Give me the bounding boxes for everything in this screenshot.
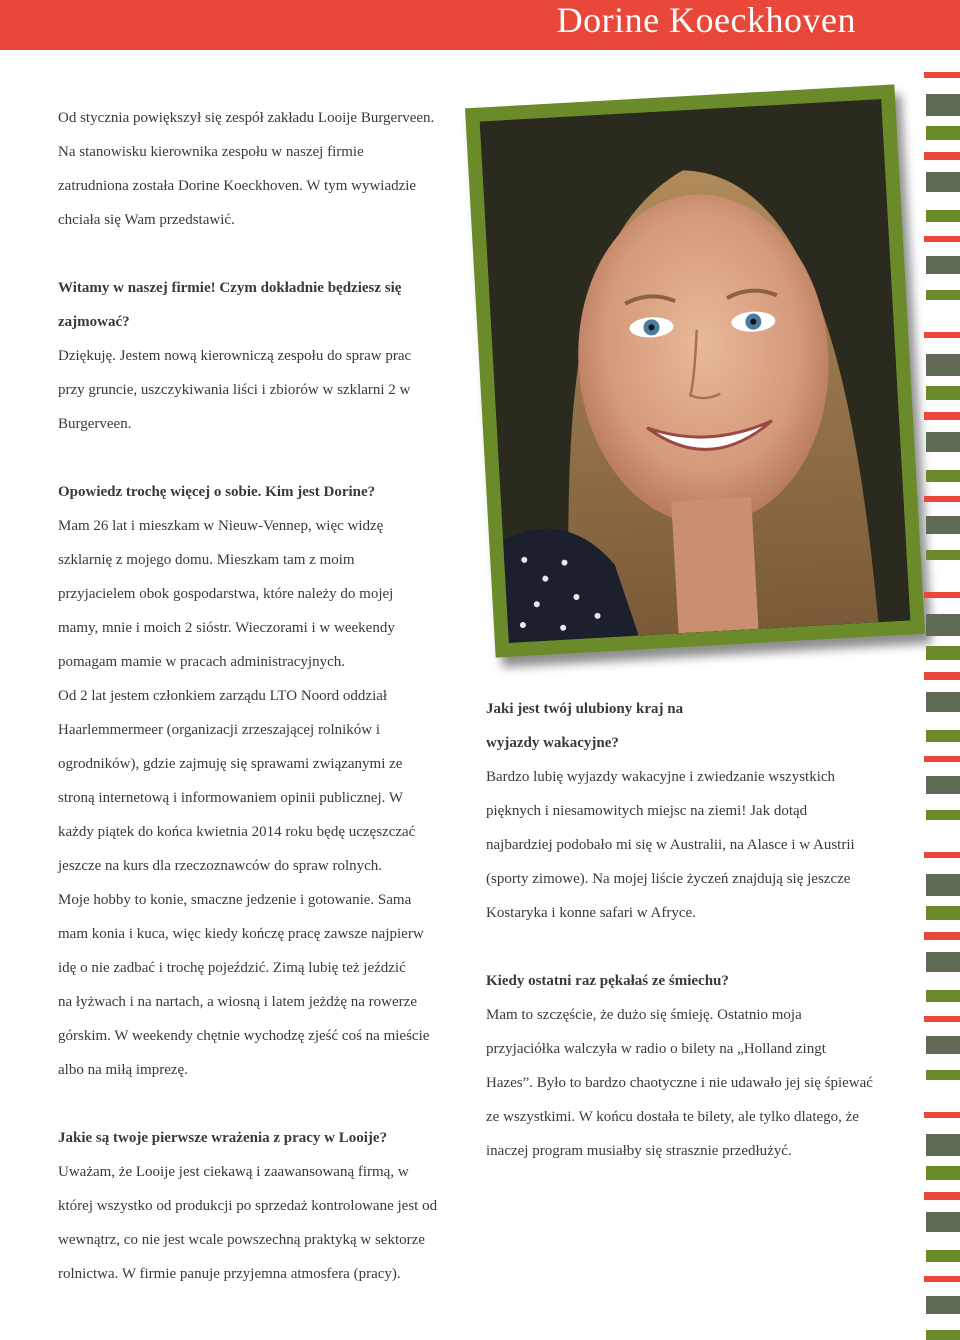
stripe-bar bbox=[926, 1330, 960, 1340]
header-bar bbox=[0, 0, 960, 50]
answer-line: stroną internetową i informowaniem opinii publicznej. W bbox=[58, 790, 404, 806]
stripe-bar bbox=[926, 776, 960, 794]
answer-line: Haarlemmermeer (organizacji zrzeszającej rolników i bbox=[58, 722, 381, 738]
stripe-bar bbox=[924, 412, 960, 420]
stripe-bar bbox=[926, 432, 960, 452]
stripe-bar bbox=[926, 692, 960, 712]
stripe-bar bbox=[926, 614, 960, 636]
question-line: wyjazdy wakacyjne? bbox=[486, 735, 619, 751]
intro-line: Na stanowisku kierownika zespołu w naszej firmie bbox=[58, 144, 364, 160]
stripe-bar bbox=[924, 932, 960, 940]
answer-line: ogrodników), gdzie zajmuję się sprawami związanymi ze bbox=[58, 756, 403, 772]
answer-line: idę o nie zadbać i trochę pojeździć. Zimą lubię też jeździć bbox=[58, 960, 406, 976]
answer-line: ze wszystkimi. W końcu dostała te bilety, ale tylko dlatego, że bbox=[486, 1109, 859, 1125]
stripe-bar bbox=[926, 256, 960, 274]
answer-line: rolnictwa. W firmie panuje przyjemna atmosfera (pracy). bbox=[58, 1266, 401, 1282]
answer-line: (sporty zimowe). Na mojej liście życzeń znajdują się jeszcze bbox=[486, 871, 851, 887]
stripe-bar bbox=[924, 332, 960, 338]
stripe-bar bbox=[926, 1070, 960, 1080]
stripe-bar bbox=[926, 210, 960, 222]
answer-line: Od 2 lat jestem członkiem zarządu LTO Noord oddział bbox=[58, 688, 388, 704]
stripe-bar bbox=[926, 290, 960, 300]
stripe-bar bbox=[924, 852, 960, 858]
answer-line: wewnątrz, co nie jest wcale powszechną praktyką w sektorze bbox=[58, 1232, 425, 1248]
question-line: Jaki jest twój ulubiony kraj na bbox=[486, 701, 684, 717]
stripe-bar bbox=[926, 1212, 960, 1232]
portrait-photo bbox=[465, 84, 925, 657]
answer-line: szklarnię z mojego domu. Mieszkam tam z moim bbox=[58, 552, 355, 568]
answer-line: Mam to szczęście, że dużo się śmieję. Ostatnio moja bbox=[486, 1007, 802, 1023]
intro-line: Od stycznia powiększył się zespół zakładu Looije Burgerveen. bbox=[58, 110, 435, 126]
answer-line: inaczej program musiałby się strasznie przedłużyć. bbox=[486, 1143, 792, 1159]
question-line: Jakie są twoje pierwsze wrażenia z pracy w Looije? bbox=[58, 1130, 388, 1146]
right-column bbox=[486, 692, 906, 1168]
stripe-bar bbox=[924, 672, 960, 680]
stripe-bar bbox=[924, 1112, 960, 1118]
question-line: zajmować? bbox=[58, 314, 130, 330]
stripe-bar bbox=[926, 1134, 960, 1156]
answer-line: Uważam, że Looije jest ciekawą i zaawansowaną firmą, w bbox=[58, 1164, 409, 1180]
question-line: Witamy w naszej firmie! Czym dokładnie będziesz się bbox=[58, 280, 402, 296]
portrait-illustration bbox=[480, 99, 911, 643]
left-column bbox=[58, 271, 473, 1291]
answer-line: pomagam mamie w pracach administracyjnych. bbox=[58, 654, 345, 670]
stripe-bar bbox=[924, 496, 960, 502]
stripe-bar bbox=[926, 516, 960, 534]
stripe-bar bbox=[926, 1296, 960, 1314]
decorative-stripes bbox=[922, 60, 960, 1340]
answer-line: każdy piątek do końca kwietnia 2014 roku będę uczęszczać bbox=[58, 824, 416, 840]
answer-line: Moje hobby to konie, smaczne jedzenie i gotowanie. Sama bbox=[58, 892, 412, 908]
stripe-bar bbox=[926, 126, 960, 140]
answer-line: Kostaryka i konne safari w Afryce. bbox=[486, 905, 696, 921]
stripe-bar bbox=[926, 990, 960, 1002]
answer-line: Burgerveen. bbox=[58, 416, 132, 432]
answer-line: przyjaciółka walczyła w radio o bilety na „Holland zingt bbox=[486, 1041, 826, 1057]
intro-paragraph bbox=[58, 101, 468, 237]
stripe-bar bbox=[926, 172, 960, 192]
stripe-bar bbox=[924, 1192, 960, 1200]
stripe-bar bbox=[926, 730, 960, 742]
stripe-bar bbox=[926, 1166, 960, 1180]
answer-line: jeszcze na kurs dla rzeczoznawców do spraw rolnych. bbox=[58, 858, 383, 874]
stripe-bar bbox=[926, 386, 960, 400]
stripe-bar bbox=[924, 236, 960, 242]
answer-line: mamy, mnie i moich 2 sióstr. Wieczorami i w weekendy bbox=[58, 620, 395, 636]
answer-line: górskim. W weekendy chętnie wychodzę zjeść coś na mieście bbox=[58, 1028, 430, 1044]
question-line: Kiedy ostatni raz pękałaś ze śmiechu? bbox=[486, 973, 729, 989]
stripe-bar bbox=[926, 810, 960, 820]
intro-line: zatrudniona została Dorine Koeckhoven. W tym wywiadzie bbox=[58, 178, 417, 194]
answer-line: mam konia i kuca, więc kiedy kończę pracę zawsze najpierw bbox=[58, 926, 424, 942]
stripe-bar bbox=[926, 646, 960, 660]
answer-line: Mam 26 lat i mieszkam w Nieuw-Vennep, więc widzę bbox=[58, 518, 384, 534]
stripe-bar bbox=[924, 152, 960, 160]
question-line: Opowiedz trochę więcej o sobie. Kim jest Dorine? bbox=[58, 484, 376, 500]
answer-line: albo na miłą imprezę. bbox=[58, 1062, 188, 1078]
stripe-bar bbox=[926, 354, 960, 376]
answer-line: Dziękuję. Jestem nową kierowniczą zespołu do spraw prac bbox=[58, 348, 412, 364]
stripe-bar bbox=[926, 94, 960, 116]
stripe-bar bbox=[924, 1016, 960, 1022]
answer-line: przy gruncie, uszczykiwania liści i zbiorów w szklarni 2 w bbox=[58, 382, 411, 398]
answer-line: Bardzo lubię wyjazdy wakacyjne i zwiedzanie wszystkich bbox=[486, 769, 836, 785]
answer-line: pięknych i niesamowitych miejsc na ziemi! Jak dotąd bbox=[486, 803, 808, 819]
intro-line: chciała się Wam przedstawić. bbox=[58, 212, 235, 228]
stripe-bar bbox=[926, 906, 960, 920]
stripe-bar bbox=[924, 756, 960, 762]
page-title: Dorine Koeckhoven bbox=[556, 0, 856, 40]
answer-line: przyjacielem obok gospodarstwa, które należy do mojej bbox=[58, 586, 394, 602]
stripe-bar bbox=[926, 1036, 960, 1054]
answer-line: najbardziej podobało mi się w Australii, na Alasce i w Austrii bbox=[486, 837, 855, 853]
answer-line: Hazes”. Było to bardzo chaotyczne i nie udawało jej się śpiewać bbox=[486, 1075, 873, 1091]
stripe-bar bbox=[924, 72, 960, 78]
answer-line: na łyżwach i na nartach, a wiosną i latem jeżdżę na rowerze bbox=[58, 994, 417, 1010]
stripe-bar bbox=[924, 1276, 960, 1282]
portrait-image bbox=[480, 99, 911, 643]
stripe-bar bbox=[926, 1250, 960, 1262]
stripe-bar bbox=[924, 592, 960, 598]
stripe-bar bbox=[926, 874, 960, 896]
stripe-bar bbox=[926, 952, 960, 972]
stripe-bar bbox=[926, 550, 960, 560]
answer-line: której wszystko od produkcji po sprzedaż kontrolowane jest od bbox=[58, 1198, 438, 1214]
stripe-bar bbox=[926, 470, 960, 482]
